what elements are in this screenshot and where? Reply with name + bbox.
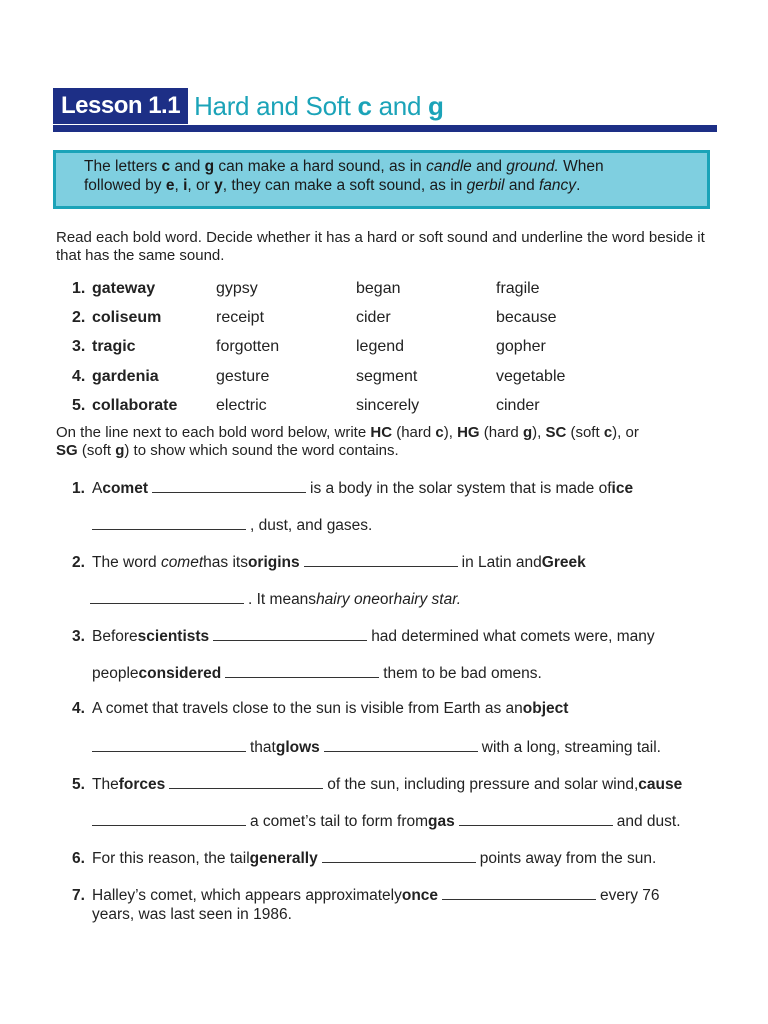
table-row <box>72 333 692 362</box>
answer-blank[interactable] <box>225 663 379 678</box>
row-number: 3. <box>72 338 86 356</box>
word-table <box>72 274 692 420</box>
row-number: 1. <box>72 279 86 297</box>
bold-word: tragic <box>92 338 136 356</box>
question-2: 2. The word comet has its origins in Latin and Greek . It means hairy one or hairy star. <box>72 554 586 608</box>
option-word[interactable]: sincerely <box>356 396 420 414</box>
table-row <box>72 391 692 420</box>
title-text: Hard and Soft <box>194 90 358 121</box>
question-number: 4. <box>72 700 85 717</box>
answer-blank[interactable] <box>442 885 596 900</box>
bold-word: object <box>522 700 569 717</box>
option-word[interactable]: electric <box>216 396 267 414</box>
row-number: 5. <box>72 396 86 414</box>
question-4: 4. A comet that travels close to the sun is visible from Earth as an object that glows with a long, streaming tail. <box>72 700 661 756</box>
row-number: 4. <box>72 367 86 385</box>
question-3: 3. Before scientists had determined what comets were, many people considered them to be bad omens. <box>72 628 655 682</box>
option-word[interactable]: because <box>496 308 557 326</box>
table-row <box>72 362 692 391</box>
title-letter-g: g <box>428 90 444 121</box>
question-7-line-2: years, was last seen in 1986. <box>92 906 292 923</box>
answer-blank[interactable] <box>169 774 323 789</box>
table-row <box>72 303 692 332</box>
bold-word: comet <box>102 480 148 497</box>
question-number: 1. <box>72 480 85 497</box>
part1-instructions: Read each bold word. Decide whether it has a hard or soft sound and underline the word beside it that has the same sound. <box>56 229 705 264</box>
answer-blank[interactable] <box>459 811 613 826</box>
bold-word: generally <box>249 850 318 867</box>
option-word[interactable]: vegetable <box>496 367 566 385</box>
question-number: 5. <box>72 776 85 793</box>
option-word[interactable]: cider <box>356 308 391 326</box>
option-word[interactable]: gopher <box>496 338 546 356</box>
lesson-badge: Lesson 1.1 <box>53 88 188 124</box>
bold-word: glows <box>275 739 320 756</box>
title-rule <box>53 125 717 132</box>
question-1: 1. A comet is a body in the solar system that is made of ice , dust, and gases. <box>72 480 634 534</box>
answer-blank[interactable] <box>92 737 246 752</box>
bold-word: forces <box>118 776 166 793</box>
question-number: 6. <box>72 850 85 867</box>
question-list <box>72 478 722 924</box>
bold-word: Greek <box>541 554 586 571</box>
answer-blank[interactable] <box>90 589 244 604</box>
answer-blank[interactable] <box>92 811 246 826</box>
bold-word: gardenia <box>92 367 159 385</box>
question-number: 7. <box>72 887 85 904</box>
option-word[interactable]: legend <box>356 338 405 356</box>
option-word[interactable]: forgotten <box>216 338 280 356</box>
lesson-title <box>194 91 444 122</box>
option-word[interactable]: receipt <box>216 308 265 326</box>
question-number: 2. <box>72 554 85 571</box>
answer-blank[interactable] <box>152 478 306 493</box>
option-word[interactable]: began <box>356 279 401 297</box>
option-word[interactable]: gypsy <box>216 279 258 297</box>
bold-word: once <box>401 887 439 904</box>
option-word[interactable]: fragile <box>496 279 540 297</box>
intro-line-2: followed by e, i, or y, they can make a soft sound, as in gerbil and fancy. <box>84 177 581 194</box>
answer-blank[interactable] <box>304 552 458 567</box>
bold-word: origins <box>247 554 300 571</box>
part2-instructions: On the line next to each bold word below, write HC (hard c), HG (hard g), SC (soft c), or SG (soft g) to show which sound the word contains. <box>56 424 639 459</box>
option-word[interactable]: cinder <box>496 396 540 414</box>
bold-word: coliseum <box>92 308 162 326</box>
question-6: 6. For this reason, the tail generally points away from the sun. <box>72 850 657 867</box>
answer-blank[interactable] <box>213 626 367 641</box>
bold-word: considered <box>138 665 222 682</box>
bold-word: gateway <box>92 279 156 297</box>
title-letter-c: c <box>357 90 372 121</box>
answer-blank[interactable] <box>322 848 476 863</box>
bold-word: collaborate <box>92 396 178 414</box>
bold-word: cause <box>638 776 683 793</box>
option-word[interactable]: gesture <box>216 367 270 385</box>
question-5: 5. The forces of the sun, including pressure and solar wind, cause a comet’s tail to form from gas and dust. <box>72 776 683 830</box>
intro-box <box>53 150 710 209</box>
question-number: 3. <box>72 628 85 645</box>
intro-line-1: The letters c and g can make a hard sound, as in candle and ground. When <box>84 158 604 175</box>
question-7: 7. Halley’s comet, which appears approximately once every 76 years, was last seen in 1986. <box>72 885 722 924</box>
bold-word: gas <box>428 813 455 830</box>
answer-blank[interactable] <box>92 515 246 530</box>
answer-blank[interactable] <box>324 737 478 752</box>
bold-word: scientists <box>137 628 210 645</box>
option-word[interactable]: segment <box>356 367 418 385</box>
lesson-header <box>53 88 444 124</box>
table-row <box>72 274 692 303</box>
row-number: 2. <box>72 308 86 326</box>
bold-word: ice <box>611 480 634 497</box>
title-and: and <box>371 90 429 121</box>
